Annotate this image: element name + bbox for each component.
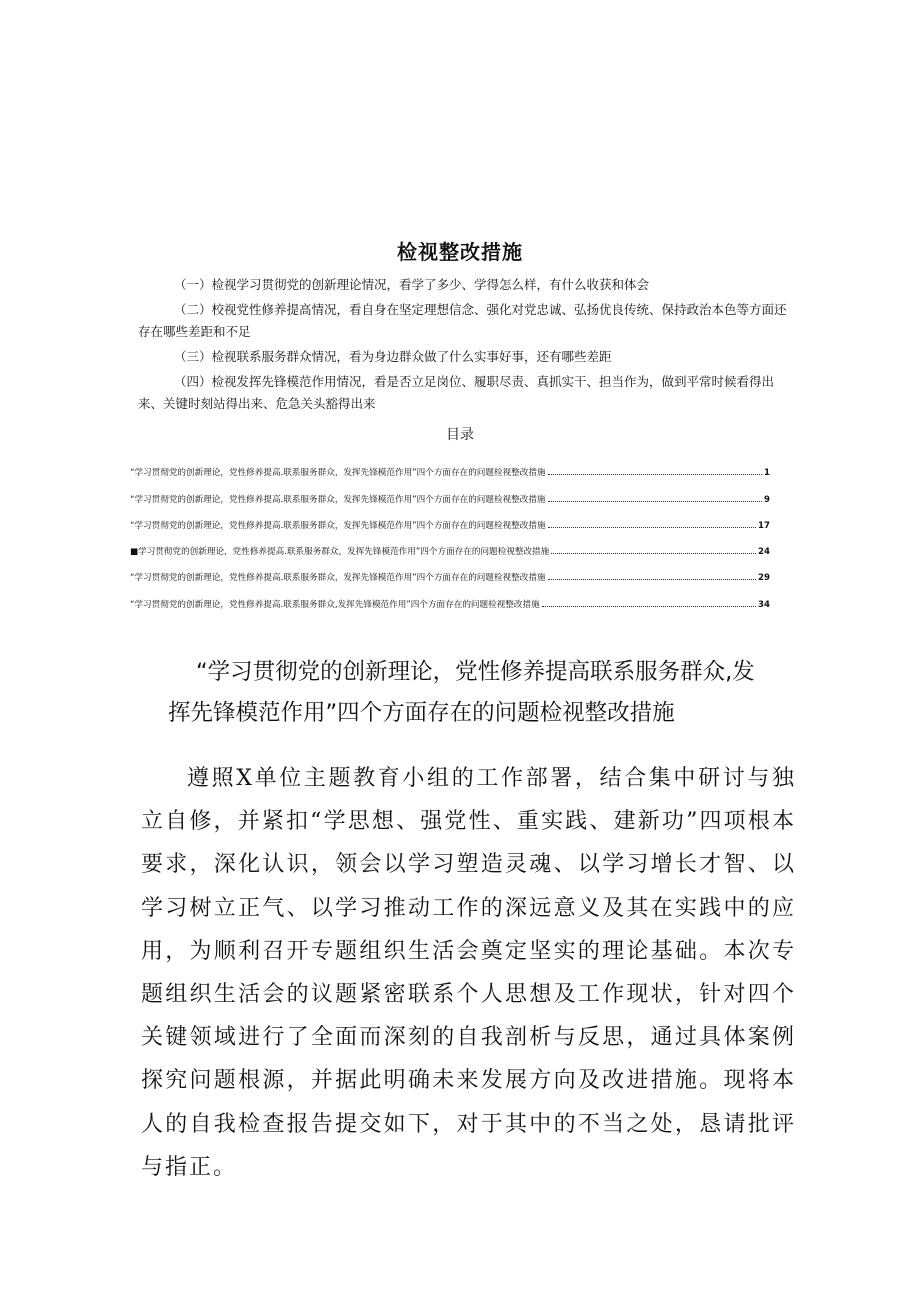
table-of-contents	[130, 452, 770, 610]
toc-leader-dots	[548, 579, 756, 580]
toc-leader-dots	[551, 553, 756, 554]
toc-entry-page: 9	[764, 494, 770, 505]
cover-item-1: （一）检视学习贯彻党的创新理论情况，看学了多少、学得怎么样，有什么收获和体会	[174, 277, 650, 292]
toc-entry-text: “学习贯彻党的创新理论，党性修养提高.联系服务群众,发挥先锋模范作用”四个方面存在的问题检视整改措施	[130, 599, 540, 610]
toc-entry-page: 17	[758, 520, 770, 531]
toc-leader-dots	[548, 501, 762, 502]
cover-item-2: （二）校视党性修养提高情况，看自身在坚定理想信念、强化对党忠诚、弘扬优良传统、保持政治本色等方面还存在哪些差距和不足	[138, 302, 787, 339]
toc-entry-page: 24	[758, 547, 770, 558]
article-title-line-1: “学习贯彻党的创新理论，党性修养提高联系服务群众,发	[196, 659, 755, 685]
toc-entry-6[interactable]	[130, 583, 770, 609]
toc-entry-4[interactable]	[130, 531, 770, 557]
toc-entry-5[interactable]	[130, 557, 770, 583]
toc-entry-1[interactable]	[130, 452, 770, 478]
toc-entry-2[interactable]	[130, 478, 770, 504]
toc-entry-page: 34	[758, 599, 770, 610]
cover-title: 检视整改措施	[397, 240, 523, 264]
toc-leader-dots	[548, 527, 756, 528]
toc-entry-page: 29	[758, 573, 770, 584]
cover-items	[138, 274, 788, 418]
toc-entry-text: “学习贯彻党的创新理论，党性修养提高.联系服务群众，发挥先锋模范作用”四个方面存在的问题检视整改措施	[130, 573, 546, 584]
toc-entry-page: 1	[764, 468, 770, 479]
cover-item-4: （四）检视发挥先锋模范作用情况，看是否立足岗位、履职尽责、真抓实干、担当作为，做到平常时候看得出来、关键时刻站得出来、危急关头豁得出来	[138, 374, 775, 411]
cover-item-3: （三）检视联系服务群众情况，看为身边群众做了什么实事好事，还有哪些差距	[174, 349, 612, 364]
article-title	[150, 654, 790, 732]
toc-leader-dots	[548, 474, 762, 475]
toc-entry-text: “学习贯彻党的创新理论，党性修养提高.联系服务群众，发挥先锋模范作用”四个方面存在的问题检视整改措施	[130, 520, 546, 531]
toc-title: 目录	[446, 427, 474, 443]
article-body: 遵照X单位主题教育小组的工作部署，结合集中研讨与独立自修，并紧扣“学思想、强党性、重实践、建新功”四项根本要求，深化认识，领会以学习塑造灵魂、以学习增长才智、以学习树立正气、以学习推动工作的深远意义及其在实践中的应用，为顺利召开专题组织生活会奠定坚实的理论基础。本次专题组织生活会的议题紧密联系个人思想及工作现状，针对四个关键领域进行了全面而深刻的自我剖析与反思，通过具体案例探究问题根源，并据此明确未来发展方向及改进措施。现将本人的自我检查报告提交如下，对于其中的不当之处，恳请批评与指正。	[141, 766, 796, 1180]
toc-entry-3[interactable]	[130, 505, 770, 531]
toc-entry-text: “学习贯彻党的创新理论，党性修养提高.联系服务群众，发挥先锋模范作用”四个方面存在的问题检视整改措施	[130, 468, 546, 479]
toc-leader-dots	[542, 606, 756, 607]
toc-entry-text: “学习贯彻党的创新理论，党性修养提高.联系服务群众，发挥先锋模范作用”四个方面存在的问题检视整改措施	[130, 494, 546, 505]
article-title-line-2: 挥先锋模范作用”四个方面存在的问题检视整改措施	[168, 700, 675, 726]
toc-entry-text: ■学习贯彻党的创新理论，党性修养提高.联系服务群众，发挥先锋模范作用”四个方面存在的问题检视整改措施	[130, 547, 550, 558]
